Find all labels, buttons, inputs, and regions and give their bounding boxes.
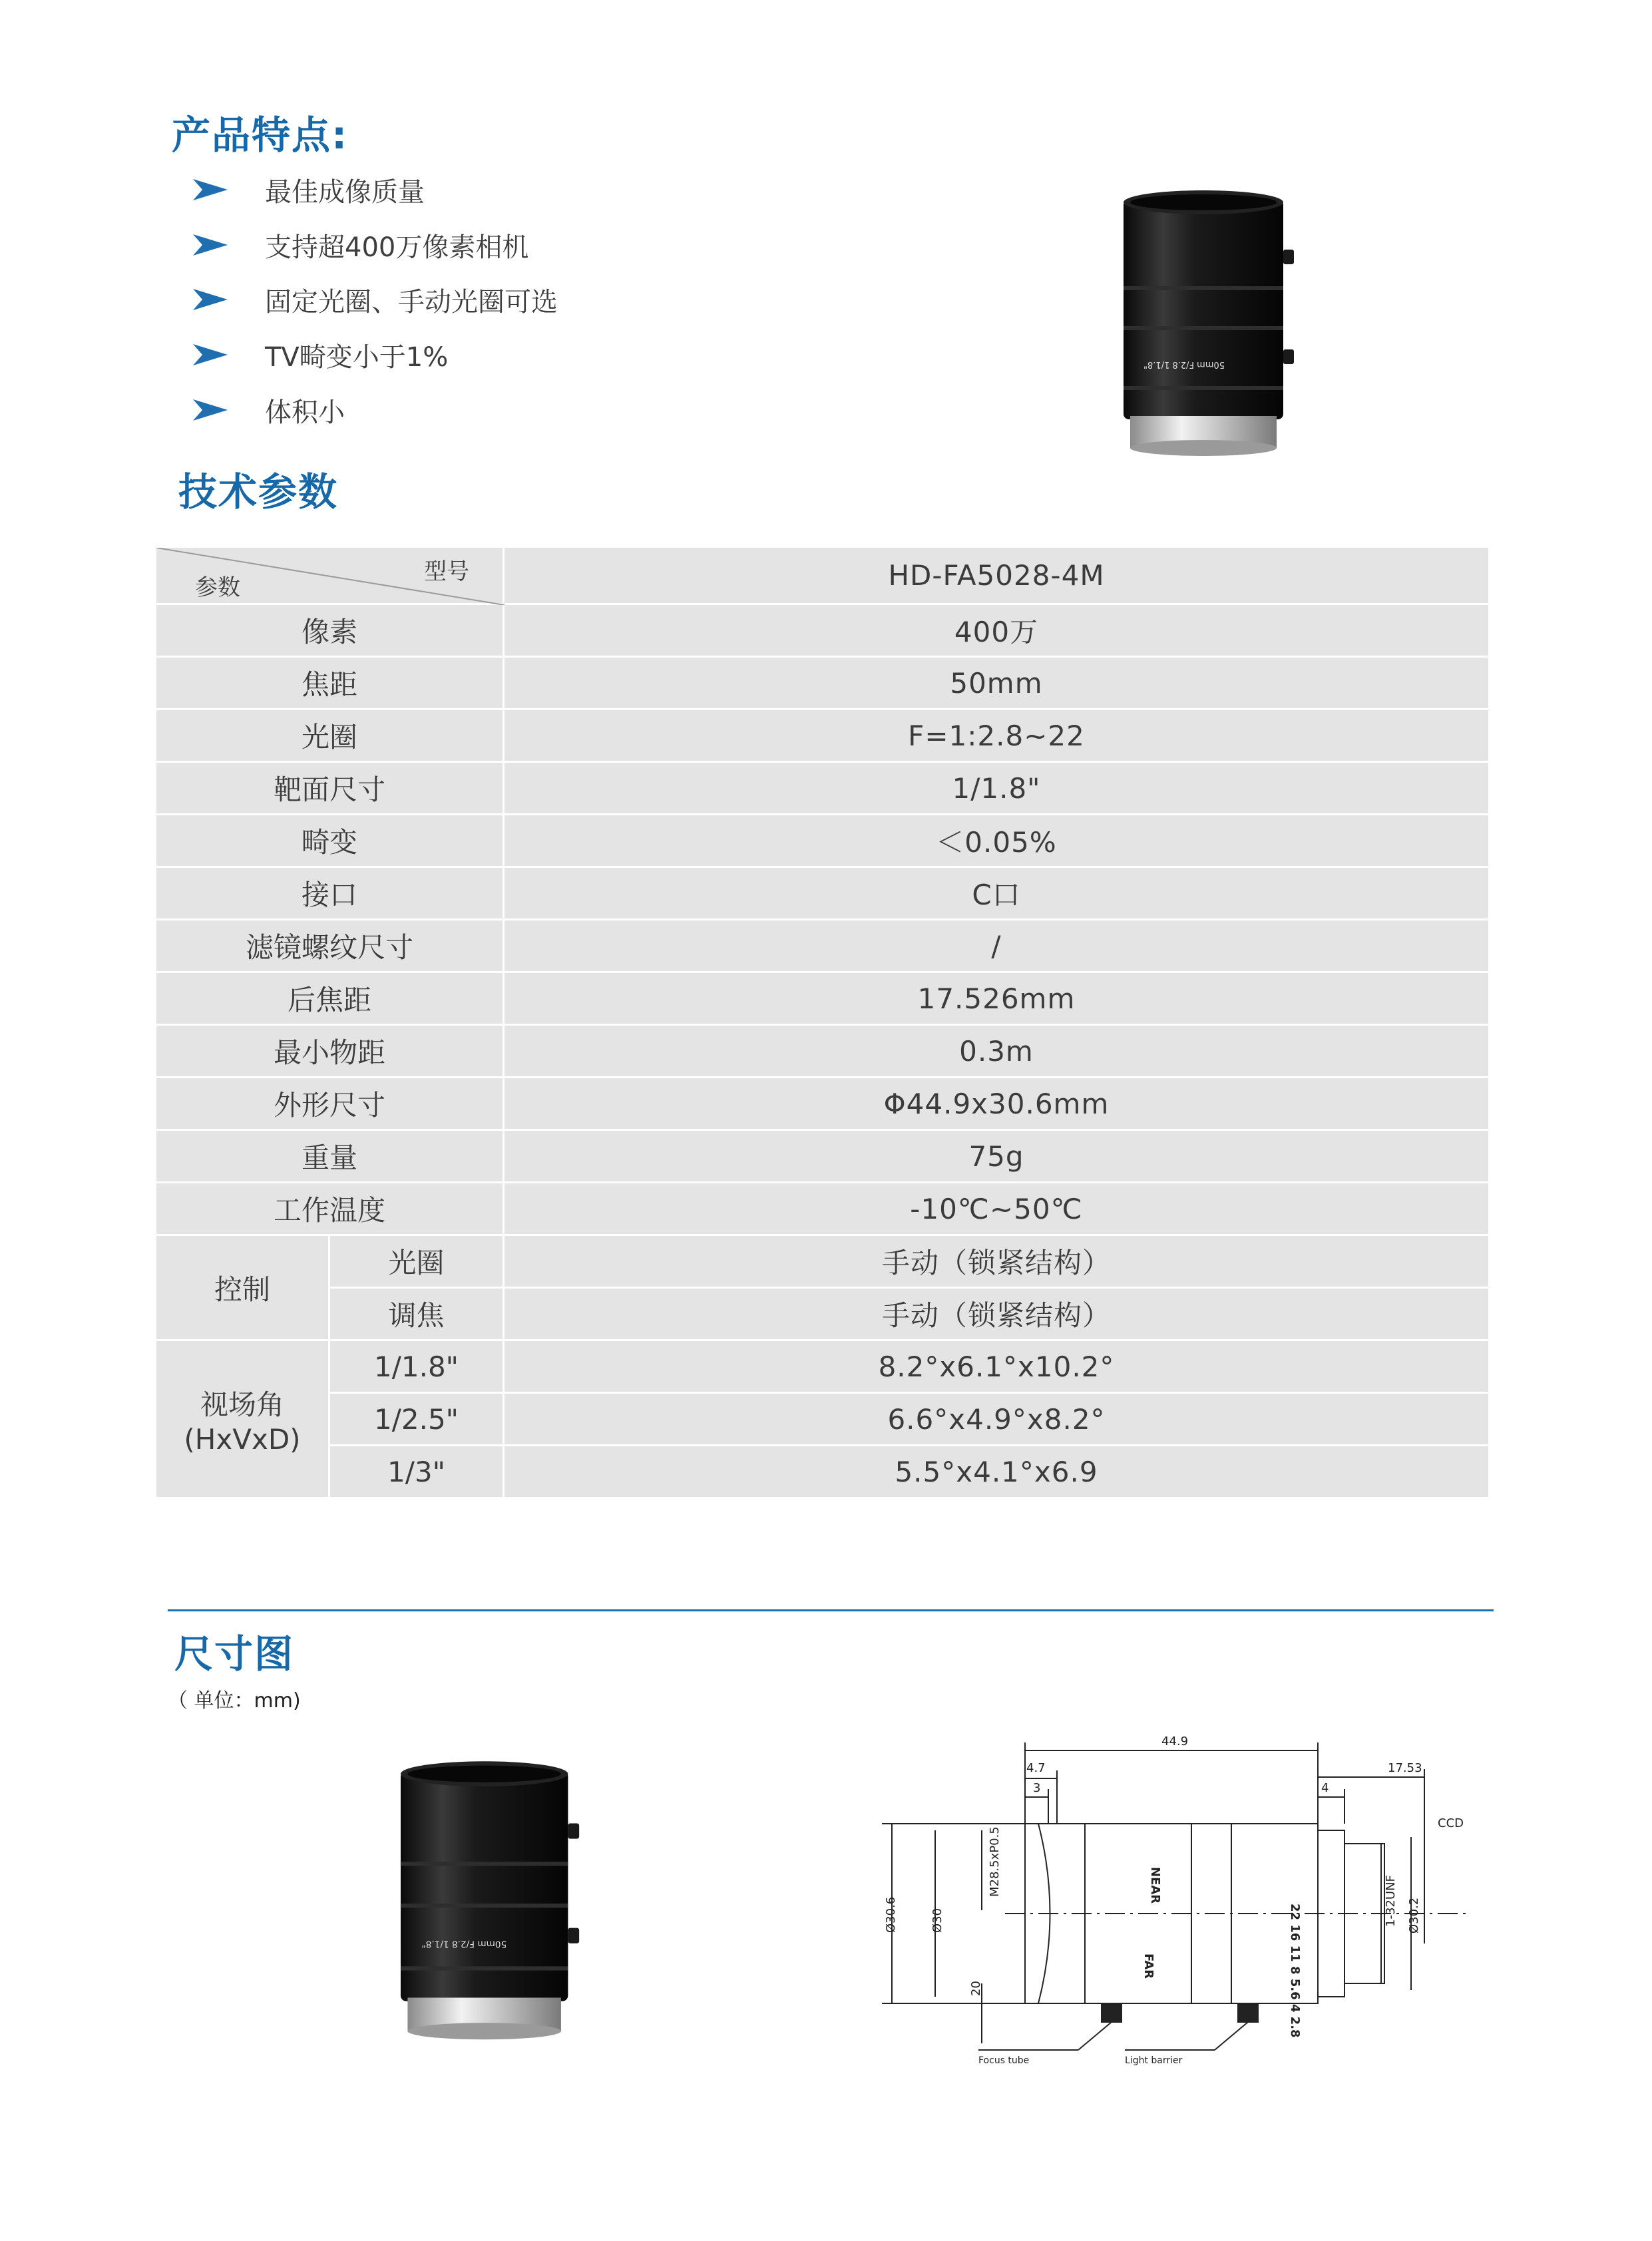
- row-value: Φ44.9x30.6mm: [504, 1078, 1490, 1130]
- feature-text: 支持超400万像素相机: [265, 232, 529, 263]
- dim-d: 4: [1321, 1781, 1329, 1795]
- arrow-bullet-icon: [193, 176, 228, 203]
- dim-b: 3: [1033, 1781, 1041, 1795]
- table-row: [156, 604, 1490, 657]
- row-label: 像素: [156, 604, 504, 657]
- feature-item: [193, 390, 345, 430]
- fov-label-line2: (HxVxD): [184, 1422, 301, 1456]
- table-row: [156, 1288, 1490, 1340]
- arrow-bullet-icon: [193, 341, 228, 368]
- row-value: 400万: [504, 604, 1490, 657]
- lens-product-image-2: [379, 1757, 599, 2050]
- row-sublabel: 调焦: [329, 1288, 504, 1340]
- row-value: -10℃~50℃: [504, 1183, 1490, 1235]
- row-value: F=1:2.8~22: [504, 710, 1490, 762]
- dim-height-20: 20: [969, 1981, 983, 1996]
- table-row: [156, 762, 1490, 815]
- feature-text: TV畸变小于1%: [265, 341, 449, 373]
- arrow-bullet-icon: [193, 232, 228, 258]
- model-value: HD-FA5028-4M: [504, 547, 1490, 604]
- svg-text:50mm F/2.8 1/1.8": 50mm F/2.8 1/1.8": [1143, 359, 1225, 369]
- row-value: C口: [504, 867, 1490, 920]
- table-row: [156, 1183, 1490, 1235]
- lens-product-image: [1105, 186, 1311, 466]
- table-row: [156, 815, 1490, 867]
- row-value: ＜0.05%: [504, 815, 1490, 867]
- row-value: 手动（锁紧结构）: [504, 1235, 1490, 1288]
- row-sublabel: 光圈: [329, 1235, 504, 1288]
- row-value: 8.2°x6.1°x10.2°: [504, 1340, 1490, 1393]
- row-value: /: [504, 920, 1490, 972]
- dim-inner-dia: Ø30: [930, 1908, 944, 1933]
- row-value: 6.6°x4.9°x8.2°: [504, 1393, 1490, 1446]
- row-label: 后焦距: [156, 972, 504, 1025]
- near-label: NEAR: [1148, 1867, 1162, 1904]
- table-row: [156, 1078, 1490, 1130]
- table-row: [156, 657, 1490, 710]
- row-label: 滤镜螺纹尺寸: [156, 920, 504, 972]
- row-sublabel: 1/3": [329, 1446, 504, 1498]
- row-label: 靶面尺寸: [156, 762, 504, 815]
- table-row: [156, 920, 1490, 972]
- dim-mount-thread: 1-32UNF: [1384, 1875, 1398, 1927]
- feature-item: [193, 225, 528, 265]
- table-row: [156, 1393, 1490, 1446]
- fov-label-line1: 视场角: [200, 1388, 284, 1421]
- corner-model-label: 型号: [424, 558, 469, 585]
- feature-text: 最佳成像质量: [265, 176, 425, 208]
- dimensions-title: 尺寸图: [174, 1631, 295, 1677]
- dim-total-length: 44.9: [1161, 1734, 1189, 1748]
- feature-item: [193, 170, 425, 210]
- table-row: [156, 1235, 1490, 1288]
- row-label: 最小物距: [156, 1025, 504, 1078]
- spec-table: [154, 546, 1490, 1499]
- unit-note: （ 单位：mm): [168, 1689, 301, 1713]
- table-row: [156, 1446, 1490, 1498]
- corner-cell: [156, 547, 504, 604]
- dim-c: 17.53: [1388, 1761, 1422, 1775]
- aperture-scale: 22 16 11 8 5.6 4 2.8: [1288, 1904, 1302, 2038]
- row-value: 75g: [504, 1130, 1490, 1183]
- arrow-bullet-icon: [193, 286, 228, 313]
- table-row: [156, 867, 1490, 920]
- dim-a: 4.7: [1026, 1761, 1046, 1775]
- row-label: 焦距: [156, 657, 504, 710]
- row-label: 畸变: [156, 815, 504, 867]
- row-value: 1/1.8": [504, 762, 1490, 815]
- section-divider: [168, 1609, 1494, 1611]
- row-value: 17.526mm: [504, 972, 1490, 1025]
- feature-item: [193, 335, 448, 375]
- focus-tube-label: Focus tube: [978, 2055, 1030, 2066]
- feature-text: 体积小: [265, 397, 345, 428]
- table-row: [156, 1340, 1490, 1393]
- feature-text: 固定光圈、手动光圈可选: [265, 286, 558, 317]
- row-value: 0.3m: [504, 1025, 1490, 1078]
- ccd-label: CCD: [1438, 1816, 1464, 1830]
- light-barrier-label: Light barrier: [1125, 2055, 1183, 2066]
- corner-param-label: 参数: [195, 574, 240, 601]
- dim-front-thread: M28.5xP0.5: [988, 1826, 1002, 1897]
- arrow-bullet-icon: [193, 397, 228, 423]
- row-sublabel: 1/2.5": [329, 1393, 504, 1446]
- row-label: 外形尺寸: [156, 1078, 504, 1130]
- row-sublabel: 1/1.8": [329, 1340, 504, 1393]
- far-label: FAR: [1141, 1953, 1155, 1979]
- table-row: [156, 710, 1490, 762]
- row-label: 重量: [156, 1130, 504, 1183]
- table-row: [156, 1130, 1490, 1183]
- dim-mount-dia: Ø30.2: [1407, 1897, 1421, 1934]
- features-title: 产品特点:: [172, 112, 349, 158]
- dimension-drawing: [879, 1731, 1478, 2077]
- feature-item: [193, 280, 558, 319]
- svg-text:50mm F/2.8 1/1.8": 50mm F/2.8 1/1.8": [421, 1938, 507, 1949]
- row-value: 手动（锁紧结构）: [504, 1288, 1490, 1340]
- row-value: 50mm: [504, 657, 1490, 710]
- specs-title: 技术参数: [178, 469, 339, 514]
- table-header-row: [156, 547, 1490, 604]
- dim-outer-dia: Ø30.6: [884, 1896, 898, 1933]
- control-label: 控制: [156, 1235, 329, 1340]
- row-label: 接口: [156, 867, 504, 920]
- row-value: 5.5°x4.1°x6.9: [504, 1446, 1490, 1498]
- row-label: 工作温度: [156, 1183, 504, 1235]
- table-row: [156, 1025, 1490, 1078]
- row-label: 光圈: [156, 710, 504, 762]
- fov-label: [156, 1340, 329, 1498]
- table-row: [156, 972, 1490, 1025]
